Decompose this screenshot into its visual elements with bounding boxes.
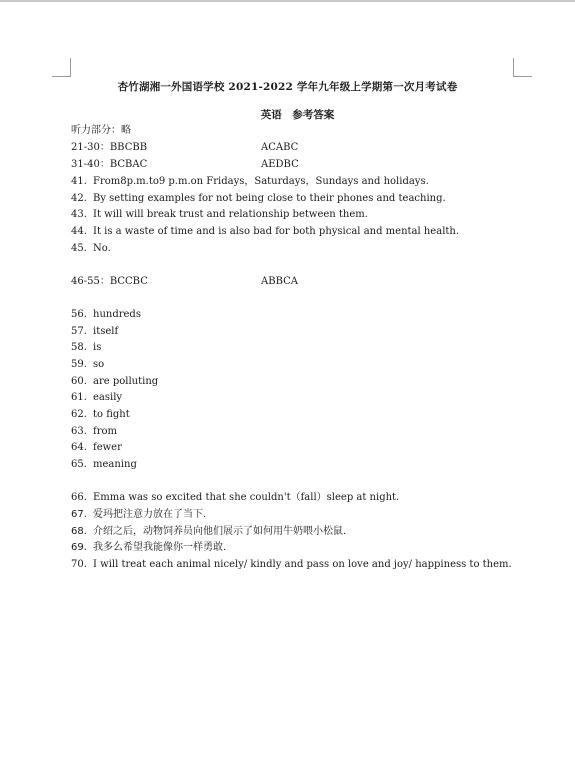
item-number: 70. [71,559,87,570]
corner-mark-right [513,58,532,77]
fill-word-65 [71,458,137,471]
item-text: easily [93,392,123,403]
item-text: are polluting [93,376,159,387]
fill-word-58 [71,341,101,354]
translation-66 [71,491,399,504]
item-text: It is a waste of time and is also bad for both physical and mental health. [93,226,460,237]
fill-word-61 [71,391,122,404]
fill-word-64 [71,441,122,454]
item-number: 43. [71,209,87,220]
fill-word-60 [71,375,158,388]
item-text: 介绍之后，动物饲养员向他们展示了如何用牛奶喂小松鼠. [93,526,347,537]
short-answer-41 [71,175,429,188]
item-number: 61. [71,392,87,403]
translation-67 [71,508,206,521]
item-text: meaning [93,459,137,470]
fill-word-63 [71,425,117,438]
short-answer-43 [71,208,368,221]
mc-row-3 [71,275,298,288]
item-number: 69. [71,542,87,553]
translation-69 [71,541,226,554]
translation-70 [71,558,512,571]
item-text: From8p.m.to9 p.m.on Fridays，Saturdays，Sundays and holidays. [93,176,429,187]
item-text: from [93,426,117,437]
mc-row-2 [71,158,299,171]
item-number: 60. [71,376,87,387]
item-text: 爱玛把注意力放在了当下. [93,509,207,520]
mc-range: 31-40：BCBAC [71,159,148,170]
item-number: 62. [71,409,87,420]
item-number: 44. [71,226,87,237]
item-text: to fight [93,409,130,420]
mc-answers-right: AEDBC [261,159,299,170]
item-number: 68. [71,526,87,537]
item-text: I will treat each animal nicely/ kindly and pass on love and joy/ happiness to them. [93,559,512,570]
item-text: so [93,359,105,370]
short-answer-45 [71,242,111,255]
fill-word-62 [71,408,130,421]
mc-answers-right: ABBCA [261,276,298,287]
item-number: 45. [71,243,87,254]
fill-word-59 [71,358,104,371]
item-text: hundreds [93,309,141,320]
mc-range: 21-30：BBCBB [71,142,148,153]
item-text: is [93,342,102,353]
item-number: 41. [71,176,87,187]
item-number: 59. [71,359,87,370]
item-number: 66. [71,492,87,503]
item-text: By setting examples for not being close to their phones and teaching. [93,193,446,204]
item-number: 64. [71,442,87,453]
item-number: 63. [71,426,87,437]
item-text: itself [93,326,119,337]
item-number: 57. [71,326,87,337]
item-number: 56. [71,309,87,320]
listening-note: 听力部分：略 [71,125,131,136]
mc-row-1 [71,141,299,154]
document-subtitle: 英语 参考答案 [260,109,335,121]
item-text: No. [93,243,111,254]
item-text: 我多么希望我能像你一样勇敢. [93,542,227,553]
mc-answers-right: ACABC [261,142,299,153]
item-number: 67. [71,509,87,520]
item-number: 58. [71,342,87,353]
fill-word-56 [71,308,141,321]
item-text: fewer [93,442,122,453]
short-answer-44 [71,225,459,238]
corner-mark-left [52,58,71,77]
document-title: 杏竹湖湘一外国语学校 2021-2022 学年九年级上学期第一次月考试卷 [117,81,458,93]
mc-range: 46-55：BCCBC [71,276,148,287]
item-text: It will will break trust and relationship between them. [93,209,368,220]
item-number: 42. [71,193,87,204]
item-text: Emma was so excited that she couldn't（fall）sleep at night. [93,492,400,503]
fill-word-57 [71,325,118,338]
item-number: 65. [71,459,87,470]
translation-68 [71,525,346,538]
top-border [0,0,575,2]
short-answer-42 [71,192,446,205]
